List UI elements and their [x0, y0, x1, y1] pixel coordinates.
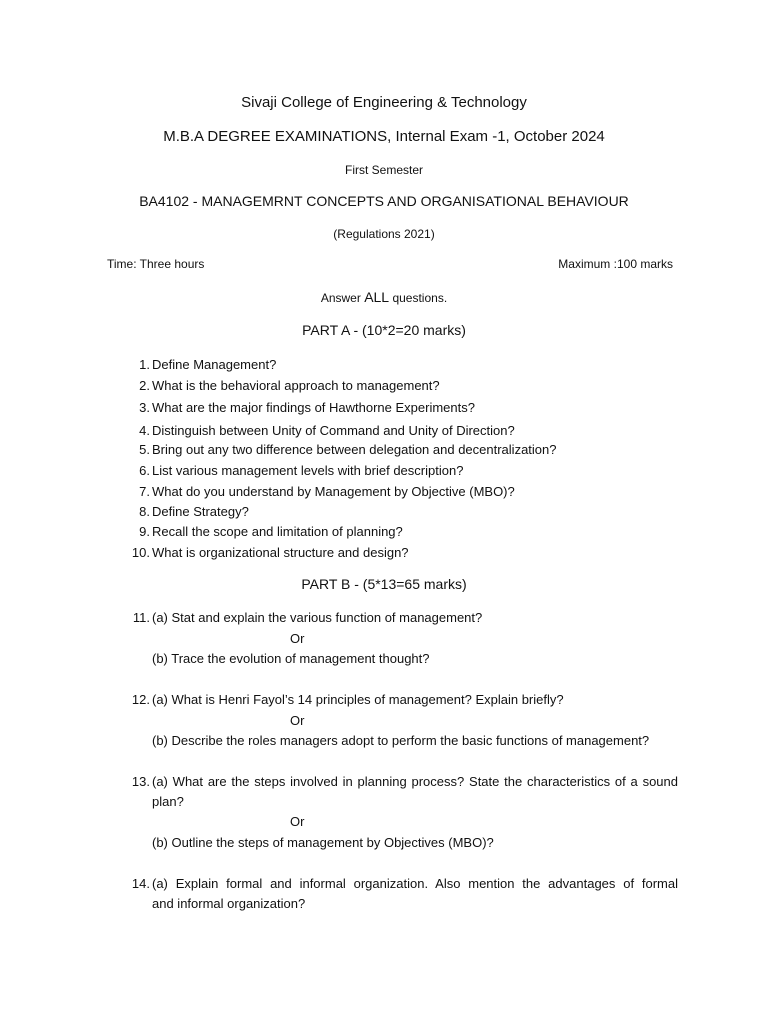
question-11-a: (a) Stat and explain the various function of management? [152, 610, 483, 625]
question-text: List various management levels with brief description? [152, 463, 464, 478]
or-label: Or [290, 814, 305, 829]
college-name: Sivaji College of Engineering & Technology [241, 94, 527, 111]
question-text: Define Strategy? [152, 504, 249, 519]
question-text: What is organizational structure and design? [152, 545, 409, 560]
question-number: 13. [131, 774, 150, 789]
question-text: Bring out any two difference between delegation and decentralization? [152, 442, 557, 457]
instructions [0, 289, 768, 305]
part-a-title: PART A - (10*2=20 marks) [302, 322, 466, 338]
max-marks-label: Maximum :100 marks [558, 257, 673, 271]
question-number: 6. [139, 463, 150, 478]
question-13-b: (b) Outline the steps of management by Objectives (MBO)? [152, 835, 494, 850]
question-number: 2. [139, 378, 150, 393]
question-number: 4. [139, 423, 150, 438]
question-11-b: (b) Trace the evolution of management thought? [152, 651, 430, 666]
question-text: Define Management? [152, 357, 277, 372]
question-number: 10. [131, 545, 150, 560]
instruction-pre: Answer [320, 291, 365, 305]
question-number: 8. [139, 504, 150, 519]
exam-title: M.B.A DEGREE EXAMINATIONS, Internal Exam -1, October 2024 [163, 128, 605, 145]
question-12-b: (b) Describe the roles managers adopt to perform the basic functions of management? [152, 733, 650, 748]
or-label: Or [290, 713, 305, 728]
question-number: 12. [131, 692, 150, 707]
semester: First Semester [344, 163, 423, 177]
regulations: (Regulations 2021) [333, 227, 435, 241]
part-b-title: PART B - (5*13=65 marks) [301, 576, 467, 592]
question-number: 9. [139, 524, 150, 539]
course-title: BA4102 - MANAGEMRNT CONCEPTS AND ORGANISATIONAL BEHAVIOUR [139, 193, 629, 209]
instruction-post: questions. [389, 291, 448, 305]
question-14-a-line2: and informal organization? [152, 896, 306, 911]
question-14-a-line1: (a) Explain formal and informal organization. Also mention the advantages of formal [152, 876, 678, 891]
question-number: 5. [139, 442, 150, 457]
question-text: What are the major findings of Hawthorne Experiments? [152, 400, 475, 415]
question-number: 3. [139, 400, 150, 415]
question-13-a-line2: plan? [152, 794, 184, 809]
question-number: 7. [139, 484, 150, 499]
question-text: Recall the scope and limitation of planning? [152, 524, 403, 539]
question-number: 14. [131, 876, 150, 891]
question-text: What do you understand by Management by Objective (MBO)? [152, 484, 515, 499]
question-number: 1. [139, 357, 150, 372]
or-label: Or [290, 631, 305, 646]
time-label: Time: Three hours [107, 257, 205, 271]
question-text: Distinguish between Unity of Command and Unity of Direction? [152, 423, 515, 438]
question-text: What is the behavioral approach to management? [152, 378, 440, 393]
question-number: 11. [132, 610, 150, 625]
question-12-a: (a) What is Henri Fayol’s 14 principles of management? Explain briefly? [152, 692, 564, 707]
instruction-all: ALL [364, 289, 390, 305]
question-13-a-line1: (a) What are the steps involved in planning process? State the characteristics of a sound [152, 774, 678, 789]
